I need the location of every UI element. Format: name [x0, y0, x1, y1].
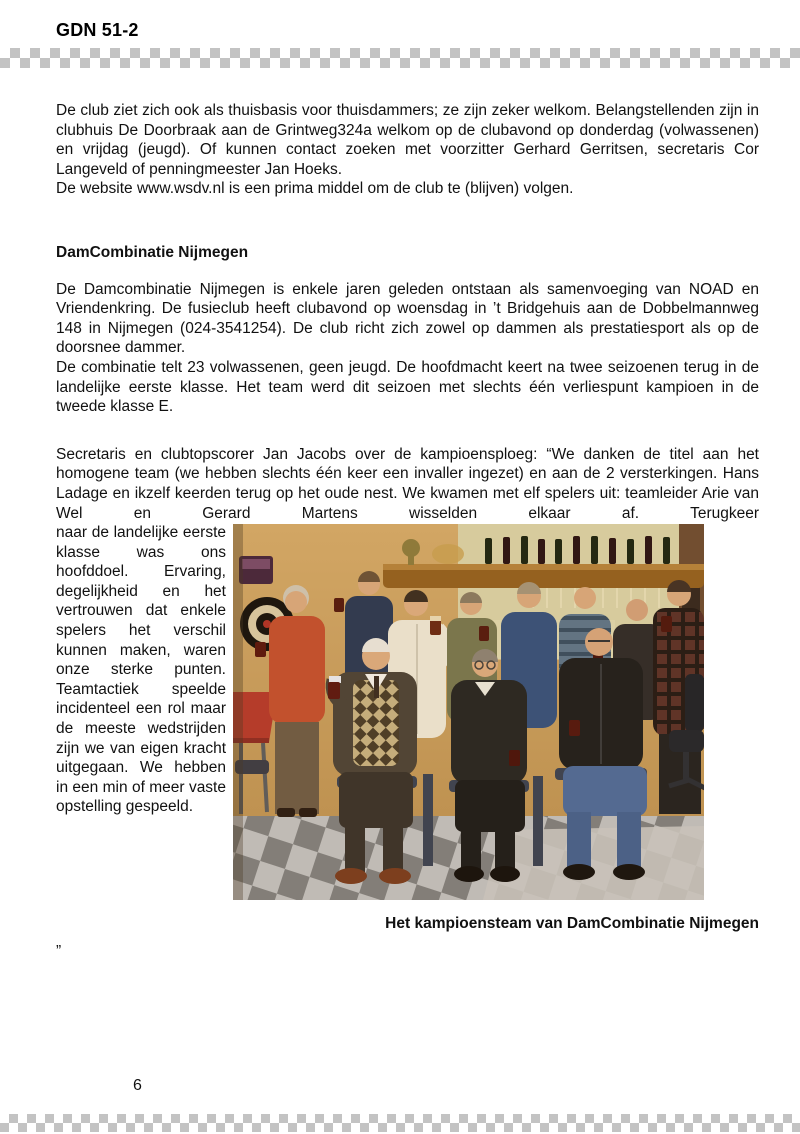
- photo-and-text-row: [56, 523, 759, 900]
- club-history-text: De Damcombinatie Nijmegen is enkele jaren geleden ontstaan als samenvoeging van NOAD en Vriendenkring. De fusieclub heeft clubavond op woensdag in ’t Bridgehuis aan de Dobbelmannweg 148 in Nijmegen (024-3541254). De club richt zich zowel op dammen als prestatiesport als op de doorsnee dammer.: [56, 280, 759, 357]
- section-heading: DamCombinatie Nijmegen: [56, 243, 249, 261]
- photo-left-vignette: [233, 524, 243, 900]
- intro-website-line: De website www.wsdv.nl is een prima middel om de club te (blijven) volgen.: [56, 180, 574, 198]
- quote-paragraph-lead: Secretaris en clubtopscorer Jan Jacobs over de kampioensploeg: “We danken de titel aan het homogene team (we hebben slechts één keer een invaller ingezet) en aan de 2 versterkingen. Hans Ladage en ikzelf keerden terug op het oude nest. We kwamen met elf spelers uit: teamleider Arie van Wel en Gerard Martens wisselden elkaar af. Terugkeer: [56, 445, 759, 522]
- team-photo: [233, 524, 704, 900]
- issue-title: GDN 51-2: [56, 20, 139, 40]
- top-decoration-band: [0, 48, 800, 68]
- page-header: [0, 0, 800, 41]
- intro-text: De club ziet zich ook als thuisbasis voor thuisdammers; ze zijn zeker welkom. Belangstellenden zijn in clubhuis De Doorbraak aan de Grintweg324a welkom op de clubavond op donderdag (volwassenen) en vrijdag (jeugd). Of kunnen contact zoeken met voorzitter Gerhard Gerritsen, secretaris Cor Langeveld of penningmeester Jan Hoeks.: [56, 102, 759, 178]
- team-photo-illustration: [233, 524, 704, 900]
- club-paragraph: [56, 280, 759, 417]
- page-number: 6: [133, 1077, 142, 1094]
- photo-caption: Het kampioensteam van DamCombinatie Nijmegen: [385, 915, 759, 933]
- intro-paragraph: [56, 101, 759, 199]
- quote-paragraph-wrap: naar de landelijke eerste klasse was ons hoofddoel. Ervaring, degelijkheid en het vertrouwen dat enkele spelers het verschil kunnen maken, waren onze sterke punten. Teamtactiek speelde incidenteel een rol maar de meeste wedstrijden zijn we van eigen kracht uitgegaan. We hebben in een min of meer vaste opstelling gespeeld.: [56, 524, 226, 816]
- club-team-text: De combinatie telt 23 volwassenen, geen jeugd. De hoofdmacht keert na twee seizoenen terug in de landelijke eerste klasse. Het team werd dit seizoen met slechts één verliespunt kampioen in de tweede klasse E.: [56, 358, 759, 416]
- bottom-decoration-band: [0, 1114, 800, 1132]
- closing-quote-mark: ”: [56, 942, 62, 960]
- photo-warm-tint: [233, 524, 704, 900]
- article-body: [56, 101, 759, 961]
